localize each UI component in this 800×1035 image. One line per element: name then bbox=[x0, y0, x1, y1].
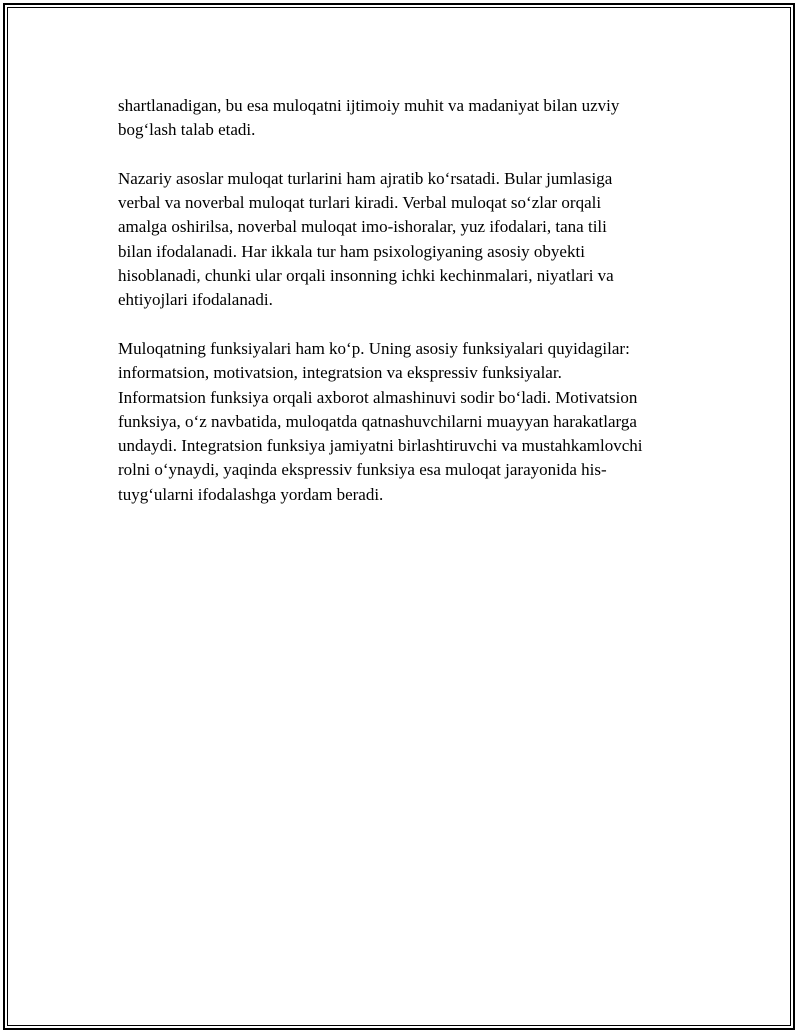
paragraph-3: Muloqatning funksiyalari ham ko‘p. Uning asosiy funksiyalari quyidagilar: informatsion, motivatsion, integratsion va ekspressiv funksiyalar. Informatsion funksiya orqali axborot almashinuvi sodir bo‘ladi. Motivatsion funksiya, o‘z navbatida, muloqatda qatnashuvchilarni muayyan harakatlarga undaydi. Integratsion funksiya jamiyatni birlashtiruvchi va mustahkamlovchi rolni o‘ynaydi, yaqinda ekspressiv funksiya esa muloqat jarayonida his- tuyg‘ularni ifodalashga yordam beradi. bbox=[118, 338, 643, 504]
document-body bbox=[118, 94, 698, 531]
paragraph-1: shartlanadigan, bu esa muloqatni ijtimoiy muhit va madaniyat bilan uzviy bog‘lash talab etadi. bbox=[118, 96, 620, 140]
paragraph-2: Nazariy asoslar muloqat turlarini ham ajratib ko‘rsatadi. Bular jumlasiga verbal va noverbal muloqat turlari kiradi. Verbal muloqat so‘zlar orqali amalga oshirilsa, noverbal muloqat imo-ishoralar, yuz ifodalari, tana tili bilan ifodalanadi. Har ikkala tur ham psixologiyaning asosiy obyekti hisoblanadi, chunki ular orqali insonning ichki kechinmalari, niyatlari va ehtiyojlari ifodalanadi. bbox=[118, 168, 614, 310]
